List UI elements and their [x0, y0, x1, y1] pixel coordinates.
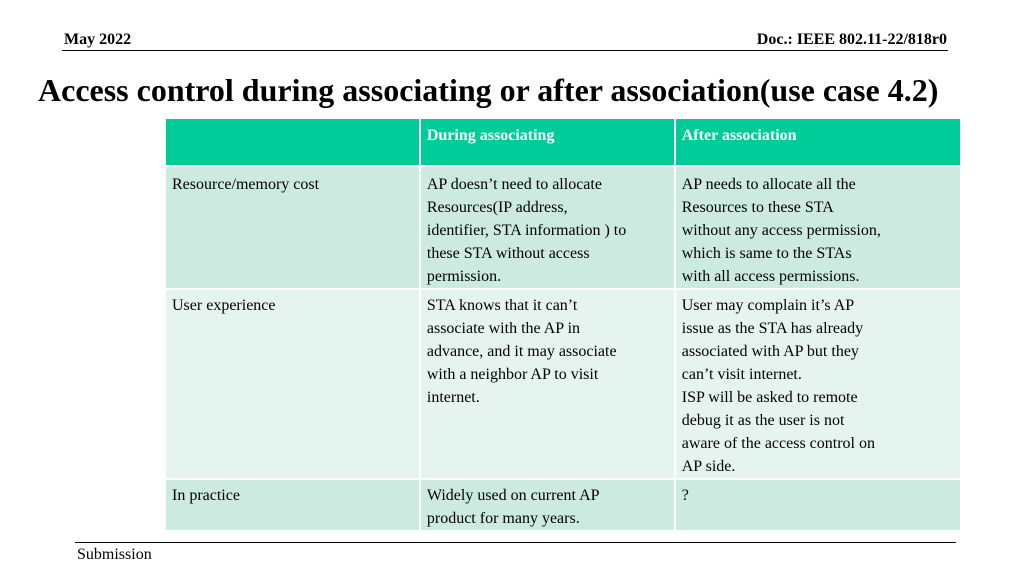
cell-line: advance, and it may associate: [426, 343, 617, 360]
cell-line: AP side.: [681, 458, 736, 475]
cell-line: these STA without access: [426, 245, 590, 262]
cell-line: AP needs to allocate all the: [681, 176, 856, 193]
header-cell-empty: [165, 118, 420, 166]
cell-line: product for many years.: [426, 510, 580, 527]
cell-after: [675, 166, 961, 289]
cell-line: ?: [681, 487, 689, 504]
cell-after: [675, 479, 961, 531]
header-doc-id: Doc.: IEEE 802.11-22/818r0: [756, 31, 947, 48]
cell-line: Resources(IP address,: [426, 199, 568, 216]
cell-line: with a neighbor AP to visit: [426, 366, 599, 383]
cell-line: STA knows that it can’t: [426, 297, 578, 314]
header-cell-after: After association: [675, 118, 961, 166]
cell-line: aware of the access control on: [681, 435, 875, 452]
table-header-row: [165, 118, 961, 166]
cell-line: AP doesn’t need to allocate: [426, 176, 602, 193]
cell-line: without any access permission,: [681, 222, 881, 239]
cell-line: debug it as the user is not: [681, 412, 845, 429]
cell-line: internet.: [426, 389, 480, 406]
comparison-table: [164, 117, 962, 532]
cell-line: associated with AP but they: [681, 343, 859, 360]
cell-line: ISP will be asked to remote: [681, 389, 858, 406]
cell-during: [420, 289, 675, 479]
cell-after: [675, 289, 961, 479]
cell-line: Resources to these STA: [681, 199, 834, 216]
header-cell-during: During associating: [420, 118, 675, 166]
footer-divider: [75, 542, 956, 543]
cell-line: identifier, STA information ) to: [426, 222, 627, 239]
row-label: In practice: [165, 479, 420, 531]
table-row: [165, 289, 961, 479]
row-label: User experience: [165, 289, 420, 479]
header-date: May 2022: [64, 31, 132, 48]
cell-during: [420, 166, 675, 289]
cell-line: User may complain it’s AP: [681, 297, 855, 314]
footer-submission: Submission: [77, 546, 152, 563]
cell-line: can’t visit internet.: [681, 366, 802, 383]
cell-during: [420, 479, 675, 531]
cell-line: with all access permissions.: [681, 268, 860, 285]
table-row: [165, 166, 961, 289]
row-label: Resource/memory cost: [165, 166, 420, 289]
cell-line: which is same to the STAs: [681, 245, 852, 262]
cell-line: issue as the STA has already: [681, 320, 864, 337]
cell-line: permission.: [426, 268, 502, 285]
cell-line: Widely used on current AP: [426, 487, 600, 504]
slide-title: Access control during associating or after association(use case 4.2): [38, 72, 939, 108]
cell-line: associate with the AP in: [426, 320, 581, 337]
table-row: [165, 479, 961, 531]
header-divider: [62, 50, 948, 51]
